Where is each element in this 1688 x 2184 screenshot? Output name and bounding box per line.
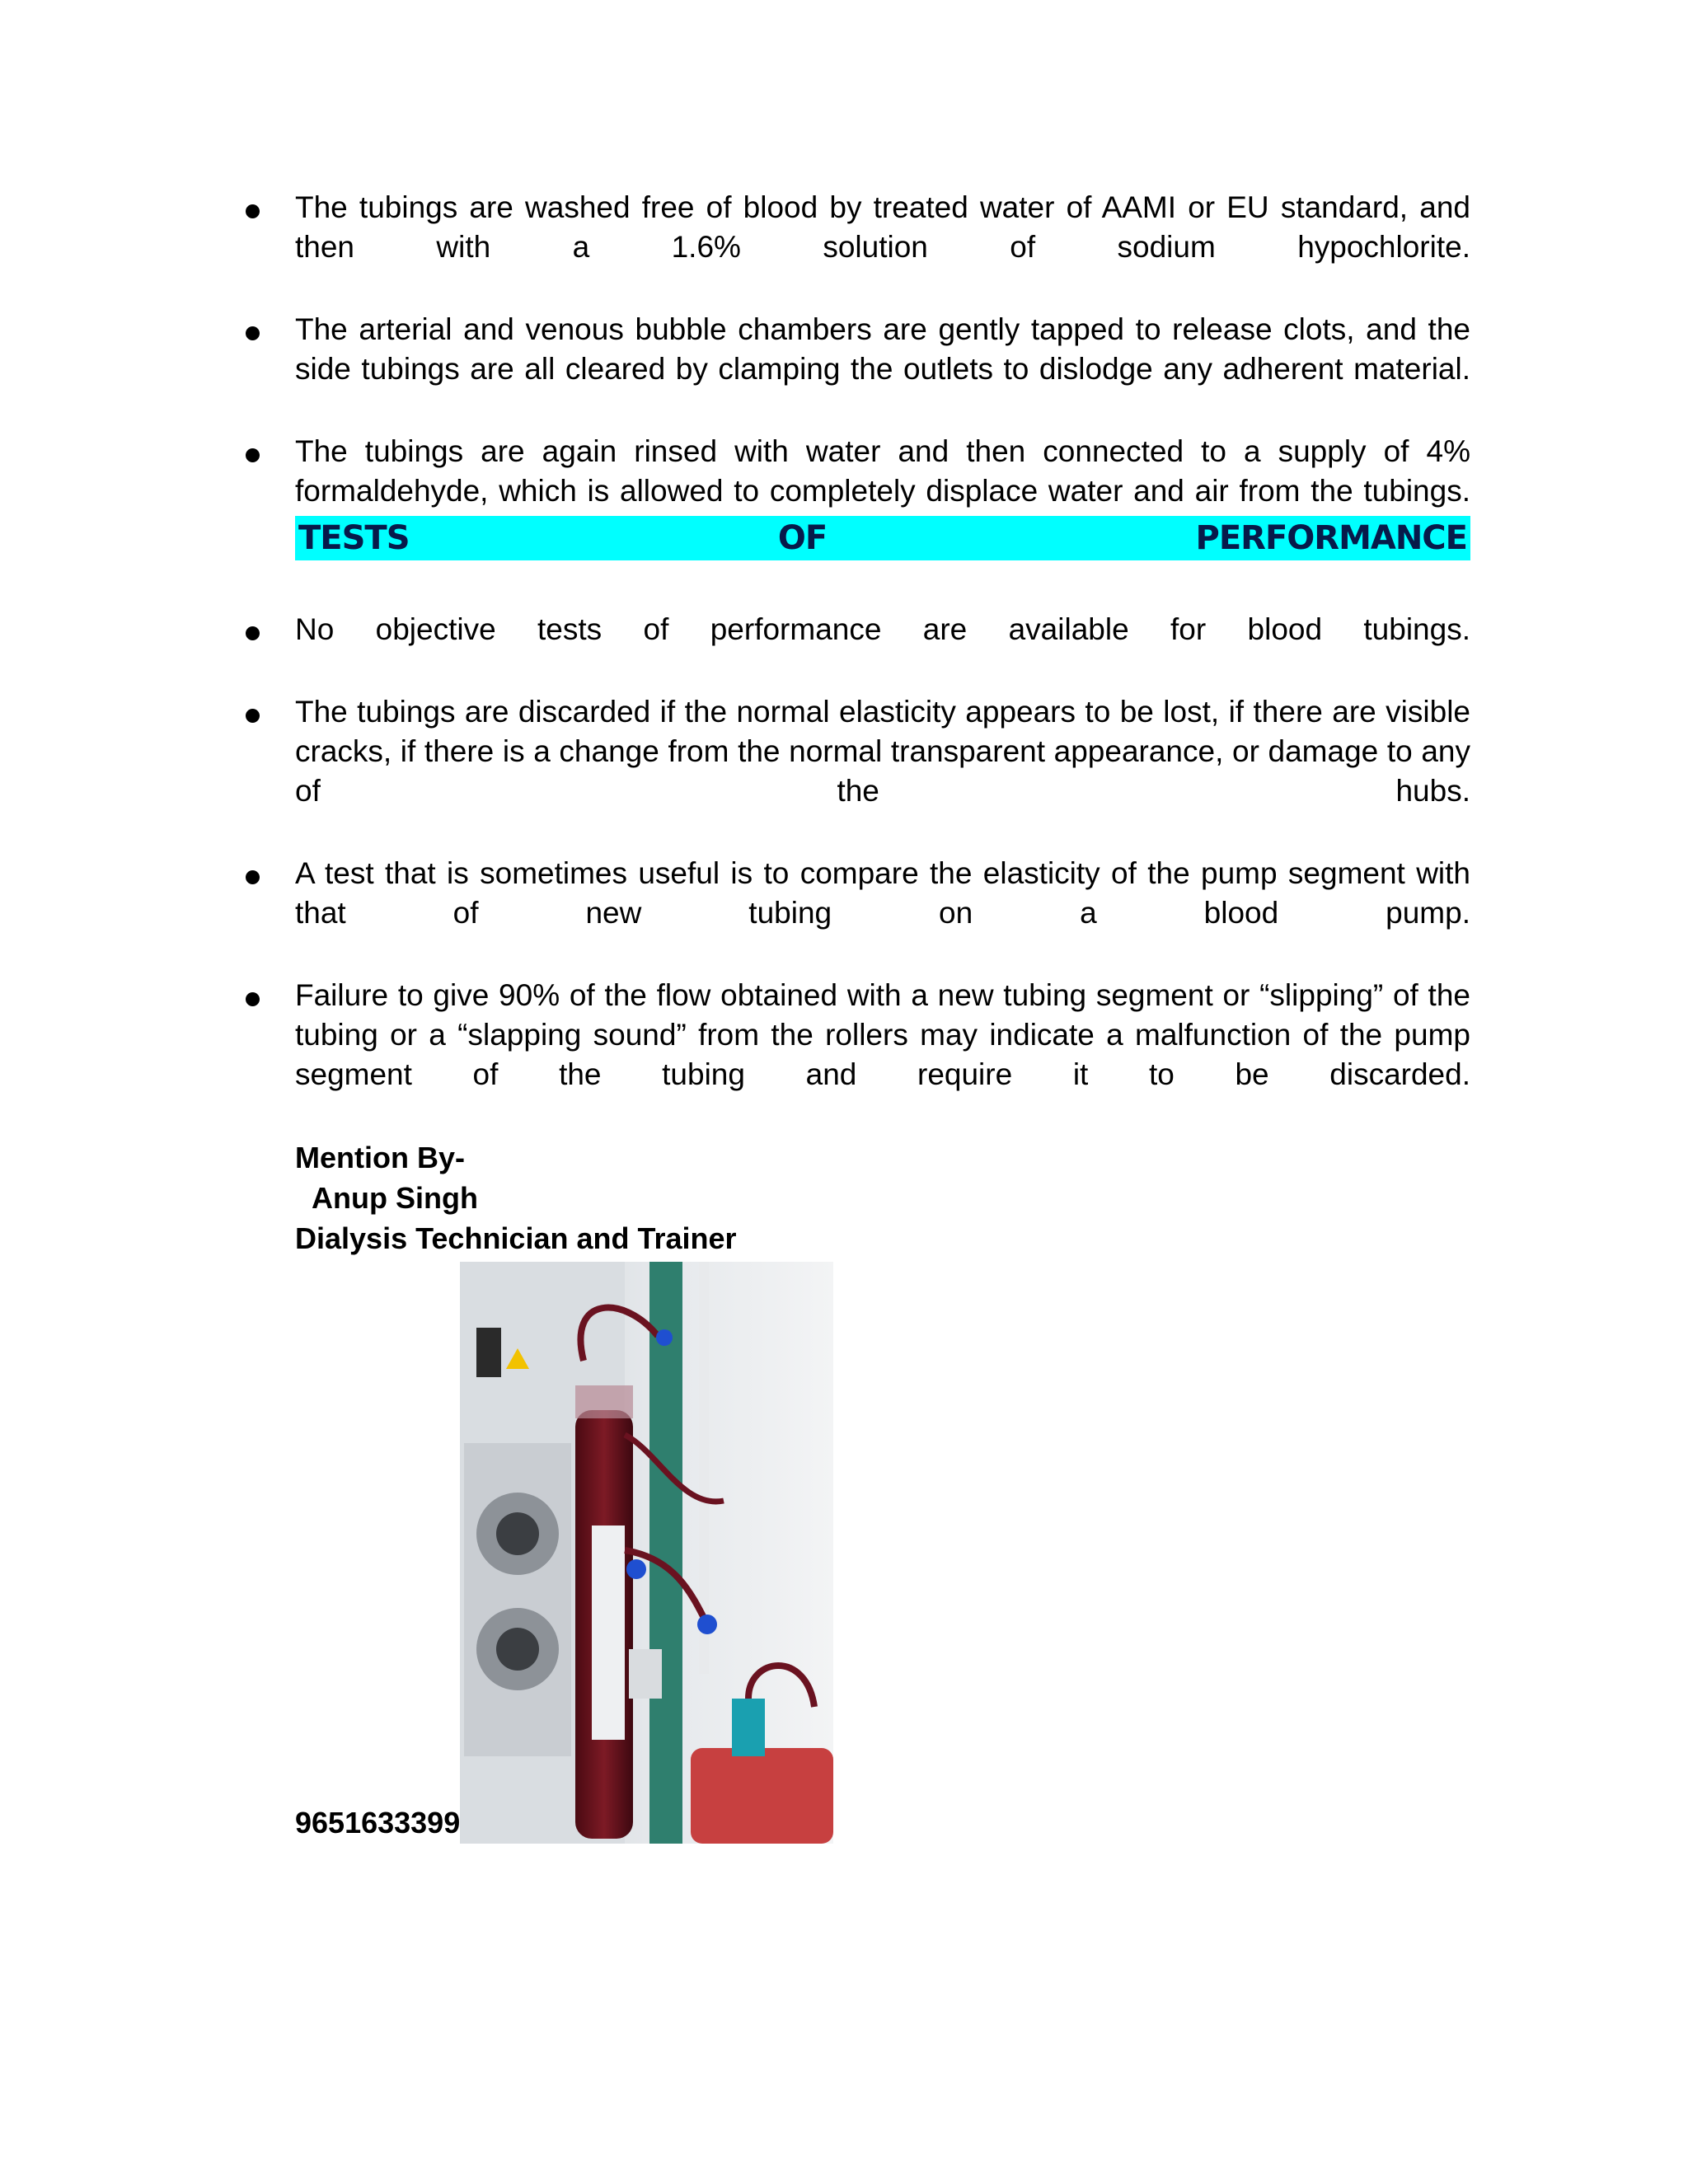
bullet-icon <box>246 992 260 1006</box>
list-item <box>295 432 1470 511</box>
section-heading <box>295 516 1470 560</box>
photo-row <box>295 1258 1470 1844</box>
heading-word: TESTS <box>298 519 410 557</box>
list-item-text: The tubings are discarded if the normal elasticity appears to be lost, if there are visible cracks, if there is a change from the normal transparent appearance, or damage to any of the hubs. <box>295 695 1470 808</box>
signature-block <box>295 1137 1470 1258</box>
bullet-icon <box>246 204 260 218</box>
author-name: Anup Singh <box>312 1181 478 1215</box>
list-item <box>295 692 1470 811</box>
bullet-icon <box>246 326 260 340</box>
list-item-text: A test that is sometimes useful is to compare the elasticity of the pump segment with that of new tubing on a blood pump. <box>295 856 1470 930</box>
author-title: Dialysis Technician and Trainer <box>295 1221 737 1255</box>
list-item <box>295 310 1470 389</box>
list-item <box>295 854 1470 933</box>
list-item <box>295 976 1470 1094</box>
document-body <box>295 188 1470 1844</box>
list-item <box>295 610 1470 649</box>
list-item-text: The tubings are washed free of blood by treated water of AAMI or EU standard, and then with a 1.6% solution of sodium hypochlorite. <box>295 190 1470 264</box>
list-item <box>295 188 1470 267</box>
list-item-text: Failure to give 90% of the flow obtained with a new tubing segment or “slipping” of the tubing or a “slapping sound” from the rollers may indicate a malfunction of the pump segment of the tubing and require it to be discarded. <box>295 978 1470 1091</box>
bullet-icon <box>246 626 260 640</box>
dialysis-machine-photo <box>460 1262 833 1844</box>
list-item-text: The tubings are again rinsed with water and then connected to a supply of 4% formaldehyde, which is allowed to completely displace water and air from the tubings. <box>295 434 1470 508</box>
heading-word: PERFORMANCE <box>1195 519 1467 557</box>
signature-label: Mention By- <box>295 1141 465 1174</box>
list-item-text: No objective tests of performance are available for blood tubings. <box>295 612 1470 646</box>
bullet-icon <box>246 709 260 723</box>
bullet-icon <box>246 448 260 462</box>
heading-word: OF <box>777 519 828 557</box>
bullet-icon <box>246 870 260 884</box>
phone-number: 9651633399 <box>295 1806 461 1840</box>
list-item-text: The arterial and venous bubble chambers are gently tapped to release clots, and the side tubings are all cleared by clamping the outlets to dislodge any adherent material. <box>295 312 1470 386</box>
